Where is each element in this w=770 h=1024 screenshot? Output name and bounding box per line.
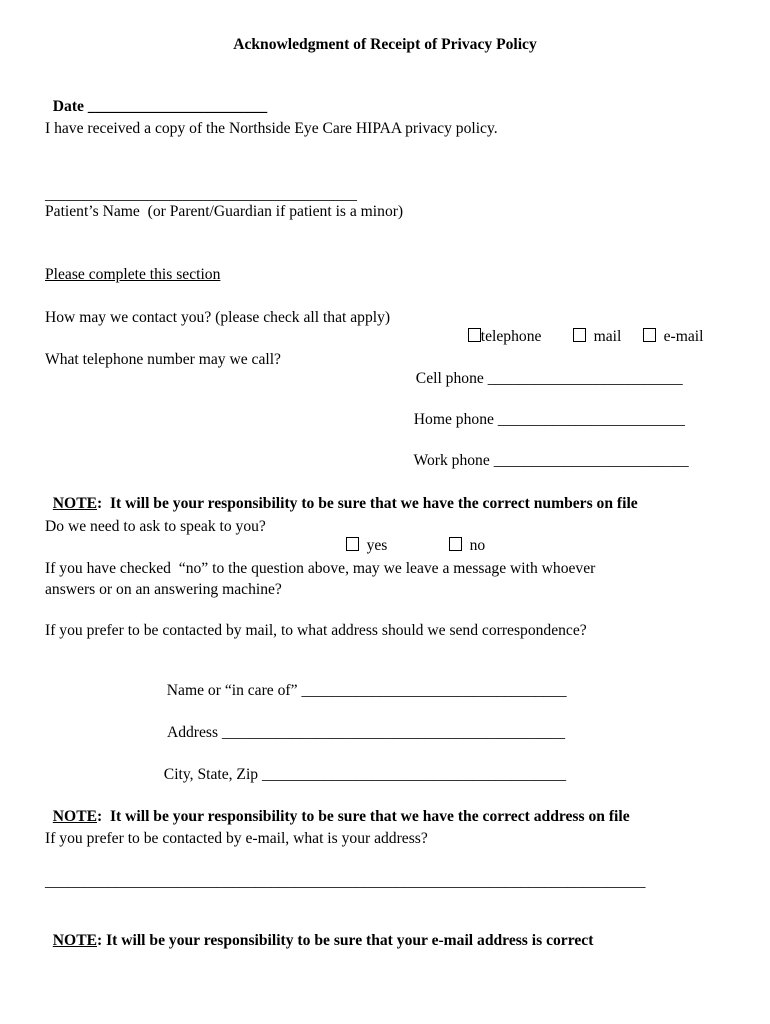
patient-name-field[interactable]: ________________________________________ xyxy=(45,186,357,203)
date-line xyxy=(45,79,267,116)
cell-phone-line xyxy=(408,351,683,388)
note-address-prefix: NOTE xyxy=(52,807,97,825)
telephone-option-label: telephone xyxy=(480,327,542,345)
work-phone-label: Work phone xyxy=(413,451,490,469)
cell-phone-field[interactable]: _________________________ xyxy=(487,369,683,387)
note-address xyxy=(45,789,630,826)
contact-method-question: How may we contact you? (please check all that apply) xyxy=(45,309,391,326)
care-of-line xyxy=(159,663,567,700)
address-line xyxy=(160,705,565,742)
cell-phone-label: Cell phone xyxy=(415,369,484,387)
city-state-zip-field[interactable]: _______________________________________ xyxy=(261,765,567,783)
note-email-text: : It will be your responsibility to be sure that your e-mail address is correct xyxy=(97,931,594,949)
note-address-text: : It will be your responsibility to be sure that we have the correct address on file xyxy=(97,807,630,825)
section-heading: Please complete this section xyxy=(45,266,221,283)
care-of-field[interactable]: __________________________________ xyxy=(301,681,567,699)
email-checkbox[interactable] xyxy=(643,328,656,342)
yes-checkbox[interactable] xyxy=(346,537,359,551)
note-email-prefix: NOTE xyxy=(52,931,97,949)
patient-name-label: Patient’s Name (or Parent/Guardian if patient is a minor) xyxy=(45,203,404,220)
telephone-checkbox[interactable] xyxy=(468,328,481,342)
note-numbers xyxy=(45,476,638,513)
no-checkbox[interactable] xyxy=(449,537,462,551)
note-email xyxy=(45,913,593,950)
speak-question: Do we need to ask to speak to you? xyxy=(45,518,266,535)
work-phone-field[interactable]: _________________________ xyxy=(493,451,689,469)
page-title: Acknowledgment of Receipt of Privacy Policy xyxy=(233,36,537,53)
date-field[interactable]: _______________________ xyxy=(87,97,268,115)
address-field[interactable]: ____________________________________________ xyxy=(221,723,566,741)
city-state-zip-label: City, State, Zip xyxy=(163,765,259,783)
note-numbers-prefix: NOTE xyxy=(52,494,97,512)
speak-option-no[interactable] xyxy=(441,518,485,555)
leave-message-line1: If you have checked “no” to the question above, may we leave a message with whoever xyxy=(45,560,596,577)
mail-address-question: If you prefer to be contacted by mail, to what address should we send correspondence? xyxy=(45,622,587,639)
telephone-question: What telephone number may we call? xyxy=(45,351,281,368)
speak-option-yes[interactable] xyxy=(338,518,387,555)
no-option-label: no xyxy=(469,536,486,554)
home-phone-field[interactable]: ________________________ xyxy=(497,410,685,428)
note-numbers-text: : It will be your responsibility to be sure that we have the correct numbers on file xyxy=(97,494,638,512)
yes-option-label: yes xyxy=(366,536,388,554)
email-option-label: e-mail xyxy=(663,327,704,345)
receipt-statement: I have received a copy of the Northside Eye Care HIPAA privacy policy. xyxy=(45,120,498,137)
contact-option-telephone[interactable] xyxy=(460,309,541,346)
contact-option-mail[interactable] xyxy=(565,309,621,346)
mail-option-label: mail xyxy=(593,327,622,345)
mail-checkbox[interactable] xyxy=(573,328,586,342)
email-address-field[interactable]: _____________________________________________________________________________ xyxy=(45,873,646,890)
city-state-zip-line xyxy=(156,747,566,784)
email-question: If you prefer to be contacted by e-mail, what is your address? xyxy=(45,830,428,847)
leave-message-line2: answers or on an answering machine? xyxy=(45,581,282,598)
date-label: Date xyxy=(52,97,84,115)
home-phone-line xyxy=(406,392,685,429)
contact-option-email[interactable] xyxy=(635,309,703,346)
home-phone-label: Home phone xyxy=(413,410,494,428)
work-phone-line xyxy=(406,433,689,470)
address-label: Address xyxy=(166,723,219,741)
care-of-label: Name or “in care of” xyxy=(166,681,298,699)
